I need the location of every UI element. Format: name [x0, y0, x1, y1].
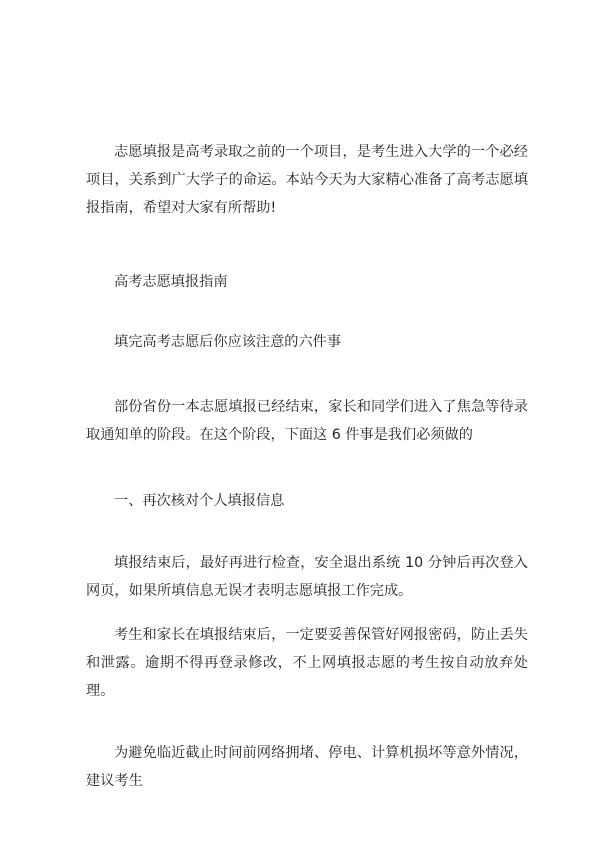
section-title: 高考志愿填报指南 — [114, 274, 228, 290]
body-paragraph: 填报结束后，最好再进行检查，安全退出系统 10 分钟后再次登入网页，如果所填信息无误才表明志愿填报工作完成。 — [86, 555, 528, 599]
body-paragraph: 部份省份一本志愿填报已经结束，家长和同学们进入了焦急等待录取通知单的阶段。在这个阶段，下面这 6 件事是我们必须做的 — [86, 399, 528, 443]
intro-paragraph: 志愿填报是高考录取之前的一个项目，是考生进入大学的一个必经项目，关系到广大学子的命运。本站今天为大家精心准备了高考志愿填报指南，希望对大家有所帮助! — [86, 144, 528, 216]
body-paragraph: 考生和家长在填报结束后，一定要妥善保管好网报密码，防止丢失和泄露。逾期不得再登录修改，不上网填报志愿的考生按自动放弃处理。 — [86, 627, 528, 699]
subsection-title: 填完高考志愿后你应该注意的六件事 — [114, 334, 342, 350]
body-paragraph: 为避免临近截止时间前网络拥堵、停电、计算机损坏等意外情况，建议考生 — [86, 745, 528, 789]
item-heading: 一、再次核对个人填报信息 — [114, 493, 285, 509]
